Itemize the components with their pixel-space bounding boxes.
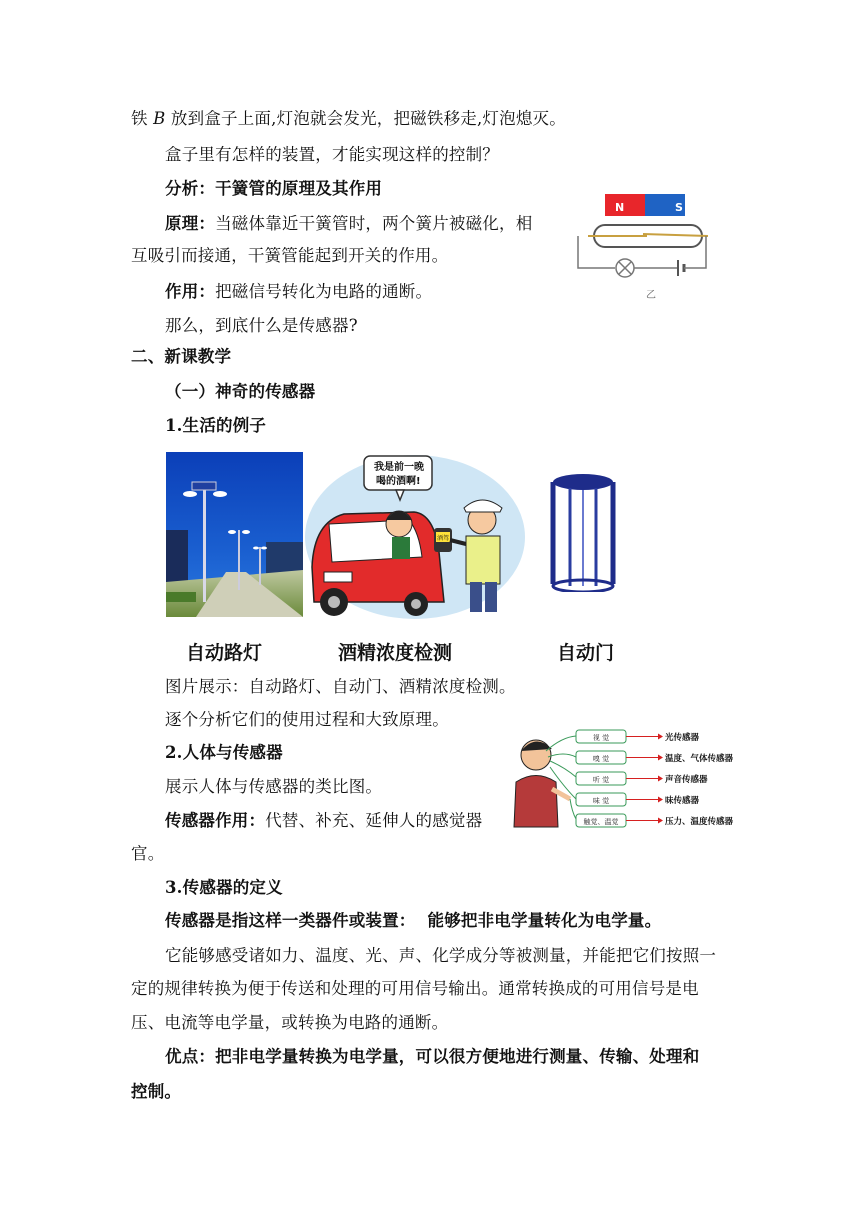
sensor-arrows bbox=[626, 732, 734, 827]
device-label: 酒驾 bbox=[437, 535, 450, 542]
senses-boxes bbox=[576, 730, 626, 827]
sense-label: 触觉、温觉 bbox=[583, 818, 619, 826]
sensor-role-wrap: 官。 bbox=[131, 844, 165, 863]
subsection-heading: （一）神奇的传感器 bbox=[165, 382, 316, 401]
item-1-heading: 1.生活的例子 bbox=[165, 416, 267, 435]
driver-body bbox=[392, 537, 410, 559]
item-2-text: 展示人体与传感器的类比图。 bbox=[165, 777, 383, 796]
caption-street-light: 自动路灯 bbox=[186, 642, 263, 664]
sense-label: 嗅 觉 bbox=[592, 755, 610, 763]
lamp-glow bbox=[183, 491, 197, 497]
arrow-head-icon bbox=[658, 776, 663, 782]
speech-bubble-text-2: 喝的酒啊! bbox=[376, 476, 421, 487]
wire-right bbox=[684, 236, 706, 268]
automatic-door-image bbox=[548, 472, 618, 592]
lamp-pole bbox=[203, 490, 206, 602]
principle-line-1: 原理：当磁体靠近干簧管时，两个簧片被磁化，相 bbox=[165, 214, 533, 233]
sensor-label: 温度、气体传感器 bbox=[665, 754, 734, 764]
building bbox=[166, 530, 188, 585]
sensor-label: 光传感器 bbox=[665, 733, 700, 743]
solar-panel-icon bbox=[192, 482, 216, 490]
advantage-line-1: 优点：把非电学量转换为电学量，可以很方便地进行测量、传输、处理和 bbox=[165, 1047, 700, 1066]
arrow-head-icon bbox=[658, 797, 663, 803]
advantage-line-2: 控制。 bbox=[131, 1082, 182, 1101]
sensor-label: 声音传感器 bbox=[665, 775, 708, 785]
wire-left bbox=[578, 236, 615, 268]
question-line: 那么，到底什么是传感器? bbox=[165, 316, 358, 335]
door-top bbox=[553, 474, 613, 490]
breathalyzer-cartoon bbox=[304, 452, 526, 622]
street-light-photo bbox=[166, 452, 303, 617]
analyze-text: 逐个分析它们的使用过程和大致原理。 bbox=[165, 710, 449, 729]
sensor-label: 味传感器 bbox=[665, 796, 700, 806]
arrow-head-icon bbox=[658, 755, 663, 761]
magnet-n-label: N bbox=[615, 201, 625, 214]
magnet-s-label: S bbox=[675, 201, 683, 214]
sensor-role-line: 传感器作用：代替、补充、延伸人的感觉器 bbox=[165, 811, 483, 830]
principle-line-2: 互吸引而接通，干簧管能起到开关的作用。 bbox=[131, 246, 449, 265]
para-line-2: 定的规律转换为便于传送和处理的可用信号输出。通常转换成的可用信号是电 bbox=[131, 979, 699, 998]
caption-alcohol-test: 酒精浓度检测 bbox=[338, 642, 453, 664]
reed-blade-right bbox=[643, 234, 708, 236]
police-vest bbox=[466, 536, 500, 584]
reed-switch-figure bbox=[570, 190, 710, 305]
definition-line: 传感器是指这样一类器件或装置： 能够把非电学量转化为电学量。 bbox=[165, 911, 662, 930]
sense-label: 听 觉 bbox=[592, 776, 610, 784]
human-sensor-analogy-figure bbox=[512, 727, 744, 832]
arrow-head-icon bbox=[658, 818, 663, 824]
arrow-head-icon bbox=[658, 734, 663, 740]
item-3-heading: 3.传感器的定义 bbox=[165, 878, 283, 897]
license-plate bbox=[324, 572, 352, 582]
figure-caption: 乙 bbox=[646, 290, 656, 301]
magnet-north-pole bbox=[605, 194, 645, 216]
section-heading: 二、新课教学 bbox=[131, 347, 232, 366]
sensor-label: 压力、温度传感器 bbox=[665, 817, 734, 827]
sense-label: 视 觉 bbox=[592, 734, 610, 742]
analysis-heading: 分析：干簧管的原理及其作用 bbox=[165, 179, 383, 198]
para-line-3: 压、电流等电学量，或转换为电路的通断。 bbox=[131, 1013, 449, 1032]
intro-line-1: 铁 B 放到盒子上面,灯泡就会发光，把磁铁移走,灯泡熄灭。 bbox=[131, 109, 566, 128]
item-2-heading: 2.人体与传感器 bbox=[165, 743, 283, 762]
sense-label: 味 觉 bbox=[592, 797, 610, 805]
para-line-1: 它能够感受诸如力、温度、光、声、化学成分等被测量，并能把它们按照一 bbox=[165, 946, 717, 965]
lamp-glow bbox=[213, 491, 227, 497]
intro-line-2: 盒子里有怎样的装置，才能实现这样的控制？ bbox=[165, 145, 499, 164]
function-line: 作用：把磁信号转化为电路的通断。 bbox=[165, 282, 433, 301]
person-body bbox=[514, 776, 558, 828]
speech-bubble-text-1: 我是前一晚 bbox=[374, 462, 424, 473]
show-text: 图片展示：自动路灯、自动门、酒精浓度检测。 bbox=[165, 677, 516, 696]
caption-auto-door: 自动门 bbox=[557, 642, 615, 664]
